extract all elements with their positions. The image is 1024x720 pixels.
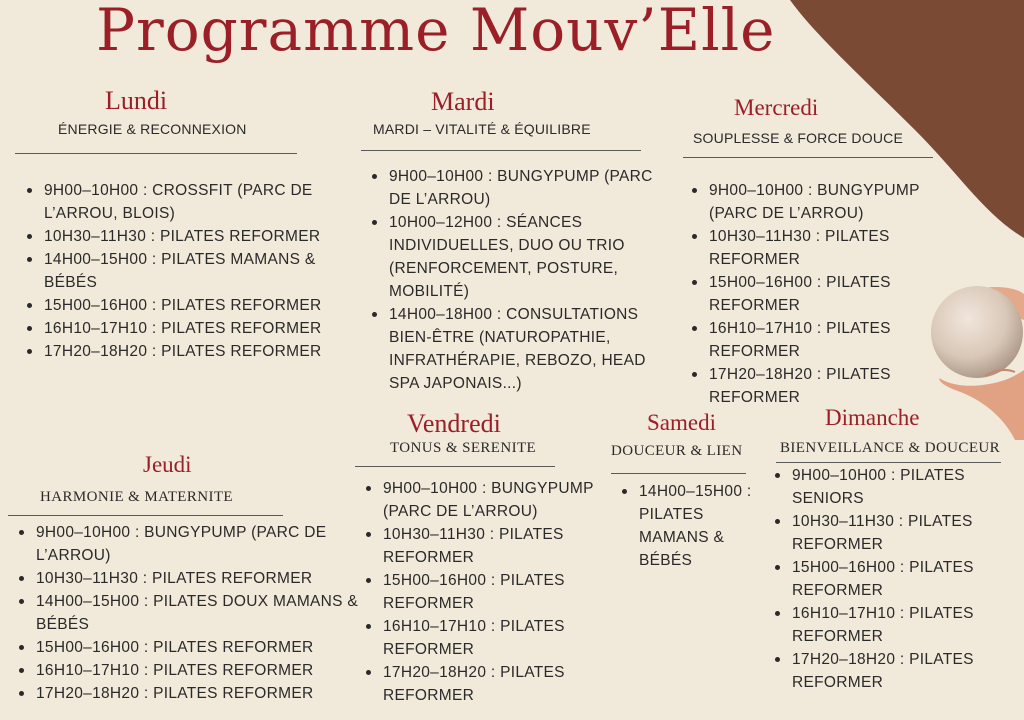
list-item: 16H10–17H10 : PILATES REFORMER xyxy=(24,317,339,340)
list-item: 9H00–10H00 : BUNGYPUMP (PARC DE L’ARROU) xyxy=(689,179,929,225)
day-subtitle-sunday: BIENVEILLANCE & DOUCEUR xyxy=(780,440,1001,456)
list-item: 10H30–11H30 : PILATES REFORMER xyxy=(24,225,339,248)
schedule-list-friday xyxy=(363,477,608,707)
list-item: 17H20–18H20 : PILATES REFORMER xyxy=(363,661,608,707)
list-item: 15H00–16H00 : PILATES REFORMER xyxy=(24,294,339,317)
list-item: 9H00–10H00 : CROSSFIT (PARC DE L’ARROU, BLOIS) xyxy=(24,179,339,225)
divider xyxy=(355,466,555,467)
list-item: 14H00–15H00 : PILATES MAMANS & BÉBÉS xyxy=(24,248,339,294)
divider xyxy=(361,150,641,151)
day-subtitle-friday: TONUS & SERENITE xyxy=(390,440,537,456)
list-item: 17H20–18H20 : PILATES REFORMER xyxy=(16,682,361,705)
divider xyxy=(776,462,1001,463)
divider xyxy=(8,515,283,516)
day-subtitle-wednesday: SOUPLESSE & FORCE DOUCE xyxy=(693,130,903,146)
list-item: 9H00–10H00 : BUNGYPUMP (PARC DE L’ARROU) xyxy=(363,477,608,523)
list-item: 17H20–18H20 : PILATES REFORMER xyxy=(689,363,929,409)
divider xyxy=(683,157,933,158)
day-title-sunday: Dimanche xyxy=(825,405,920,430)
list-item: 10H30–11H30 : PILATES REFORMER xyxy=(363,523,608,569)
divider xyxy=(15,153,297,154)
schedule-list-thursday xyxy=(16,521,361,705)
list-item: 14H00–15H00 : PILATES DOUX MAMANS & BÉBÉS xyxy=(16,590,361,636)
day-title-friday: Vendredi xyxy=(407,409,501,438)
list-item: 10H00–12H00 : SÉANCES INDIVIDUELLES, DUO OU TRIO (RENFORCEMENT, POSTURE, MOBILITÉ) xyxy=(369,211,659,303)
list-item: 17H20–18H20 : PILATES REFORMER xyxy=(772,648,1007,694)
list-item: 14H00–15H00 : PILATES MAMANS & BÉBÉS xyxy=(619,480,759,572)
hands-holding-pilates-ball xyxy=(925,280,1024,440)
list-item: 14H00–18H00 : CONSULTATIONS BIEN-ÊTRE (NATUROPATHIE, INFRATHÉRAPIE, REBOZO, HEAD SPA JAPONAIS...) xyxy=(369,303,659,395)
divider xyxy=(611,473,746,474)
list-item: 9H00–10H00 : BUNGYPUMP (PARC DE L’ARROU) xyxy=(16,521,361,567)
list-item: 15H00–16H00 : PILATES REFORMER xyxy=(772,556,1007,602)
list-item: 10H30–11H30 : PILATES REFORMER xyxy=(689,225,929,271)
list-item: 9H00–10H00 : BUNGYPUMP (PARC DE L’ARROU) xyxy=(369,165,659,211)
day-title-wednesday: Mercredi xyxy=(734,95,819,120)
list-item: 9H00–10H00 : PILATES SENIORS xyxy=(772,464,1007,510)
schedule-list-monday xyxy=(24,179,339,363)
day-subtitle-tuesday: MARDI – VITALITÉ & ÉQUILIBRE xyxy=(373,121,591,137)
list-item: 15H00–16H00 : PILATES REFORMER xyxy=(363,569,608,615)
day-subtitle-monday: ÉNERGIE & RECONNEXION xyxy=(58,121,247,137)
list-item: 15H00–16H00 : PILATES REFORMER xyxy=(689,271,929,317)
day-subtitle-thursday: HARMONIE & MATERNITE xyxy=(40,489,233,505)
list-item: 15H00–16H00 : PILATES REFORMER xyxy=(16,636,361,659)
list-item: 10H30–11H30 : PILATES REFORMER xyxy=(772,510,1007,556)
day-title-thursday: Jeudi xyxy=(143,452,192,477)
list-item: 16H10–17H10 : PILATES REFORMER xyxy=(772,602,1007,648)
list-item: 10H30–11H30 : PILATES REFORMER xyxy=(16,567,361,590)
list-item: 17H20–18H20 : PILATES REFORMER xyxy=(24,340,339,363)
page-title: Programme Mouv’Elle xyxy=(96,0,776,64)
list-item: 16H10–17H10 : PILATES REFORMER xyxy=(16,659,361,682)
day-title-saturday: Samedi xyxy=(647,410,716,435)
day-subtitle-saturday: DOUCEUR & LIEN xyxy=(611,443,743,459)
schedule-list-sunday xyxy=(772,464,1007,694)
list-item: 16H10–17H10 : PILATES REFORMER xyxy=(363,615,608,661)
day-title-monday: Lundi xyxy=(105,86,168,115)
schedule-list-tuesday xyxy=(369,165,659,395)
schedule-list-saturday xyxy=(619,480,759,572)
schedule-list-wednesday xyxy=(689,179,929,409)
list-item: 16H10–17H10 : PILATES REFORMER xyxy=(689,317,929,363)
day-title-tuesday: Mardi xyxy=(431,87,495,116)
